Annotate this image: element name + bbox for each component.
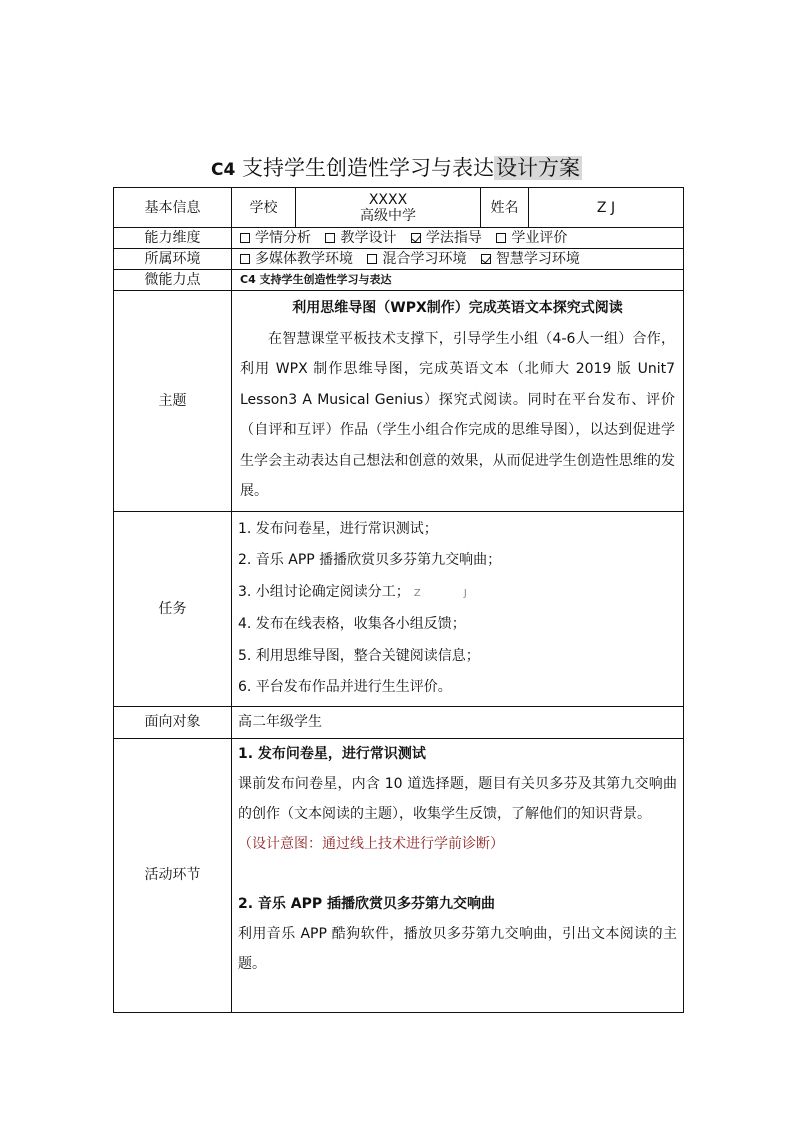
checkbox-ability-1[interactable] xyxy=(240,233,250,243)
checkbox-env-3[interactable] xyxy=(481,254,491,264)
ability-option-3: 学法指导 xyxy=(425,230,482,246)
ability-label: 能力维度 xyxy=(114,228,232,249)
tasks-row xyxy=(114,511,684,706)
tasks-list xyxy=(232,511,684,706)
environment-row xyxy=(114,249,684,270)
step1-note: （设计意图：通过线上技术进行学前诊断） xyxy=(238,835,504,852)
basic-info-row xyxy=(114,188,684,228)
checkbox-ability-4[interactable] xyxy=(496,233,506,243)
environment-options xyxy=(232,249,684,270)
checkbox-ability-3[interactable] xyxy=(411,233,421,243)
task-item-3-note: Z J xyxy=(413,587,487,599)
topic-content xyxy=(232,291,684,512)
environment-option-1: 多媒体教学环境 xyxy=(255,251,353,267)
topic-row xyxy=(114,291,684,512)
name-value: Z J xyxy=(529,188,684,228)
topic-label: 主题 xyxy=(114,291,232,512)
audience-row xyxy=(114,706,684,738)
checkbox-env-2[interactable] xyxy=(367,254,377,264)
document-title xyxy=(0,152,793,186)
ability-option-1: 学情分析 xyxy=(255,230,311,246)
audience-label: 面向对象 xyxy=(114,706,232,738)
tasks-label: 任务 xyxy=(114,511,232,706)
task-item-1: 1. 发布问卷星，进行常识测试； xyxy=(238,520,438,537)
task-item-3: 3. 小组讨论确定阅读分工； xyxy=(238,583,410,600)
title-highlight: 设计方案 xyxy=(496,156,580,180)
activities-content xyxy=(232,738,684,1012)
school-value-line1: XXXX xyxy=(368,191,408,208)
environment-option-3: 智慧学习环境 xyxy=(495,251,580,267)
environment-label: 所属环境 xyxy=(114,249,232,270)
ability-row xyxy=(114,228,684,249)
school-value xyxy=(296,188,481,228)
step1-title: 1. 发布问卷星，进行常识测试 xyxy=(238,745,426,762)
checkbox-env-1[interactable] xyxy=(240,254,250,264)
ability-option-2: 教学设计 xyxy=(340,230,397,246)
title-code: C4 xyxy=(211,160,236,180)
basic-info-label: 基本信息 xyxy=(114,188,232,228)
ability-option-4: 学业评价 xyxy=(511,230,568,246)
task-item-2: 2. 音乐 APP 播播欣赏贝多芬第九交响曲； xyxy=(238,552,502,568)
topic-heading: 利用思维导图（WPX制作）完成英语文本探究式阅读 xyxy=(292,300,623,316)
audience-value: 高二年级学生 xyxy=(232,706,684,738)
topic-paragraph: 在智慧课堂平板技术支撑下，引导学生小组（4-6人一组）合作，利用 WPX 制作思维导图，完成英语文本（北师大 2019 版 Unit7 Lesson3 A Musical Genius）探究式阅读。同时在平台发布、评价（自评和互评）作品（学生小组合作完成的思维导图），以达到促进学生学会主动表达自己想法和创意的效果，从而促进学生创造性思维的发展。 xyxy=(240,330,675,499)
design-table xyxy=(113,187,684,1013)
micro-row xyxy=(114,270,684,291)
environment-option-2: 混合学习环境 xyxy=(382,251,467,267)
title-main: 支持学生创造性学习与表达 xyxy=(242,156,494,180)
task-item-3-row xyxy=(238,577,677,610)
step2-title: 2. 音乐 APP 插播欣赏贝多芬第九交响曲 xyxy=(238,895,496,912)
school-value-line2: 高级中学 xyxy=(360,207,416,224)
micro-label: 微能力点 xyxy=(114,270,232,291)
task-item-5: 5. 利用思维导图，整合关键阅读信息； xyxy=(238,647,480,664)
step2-text: 利用音乐 APP 酷狗软件，播放贝多芬第九交响曲，引出文本阅读的主题。 xyxy=(238,925,677,972)
activities-label: 活动环节 xyxy=(114,738,232,1012)
step1-text: 课前发布问卷星，内含 10 道选择题，题目有关贝多芬及其第九交响曲的创作（文本阅读的主题），收集学生反馈，了解他们的知识背景。 xyxy=(238,775,677,822)
name-label: 姓名 xyxy=(481,188,529,228)
checkbox-ability-2[interactable] xyxy=(325,233,335,243)
task-item-4: 4. 发布在线表格，收集各小组反馈； xyxy=(238,616,466,632)
activities-row xyxy=(114,738,684,1012)
micro-value: C4 支持学生创造性学习与表达 xyxy=(232,270,684,291)
ability-options xyxy=(232,228,684,249)
school-label: 学校 xyxy=(232,188,296,228)
task-item-6: 6. 平台发布作品并进行生生评价。 xyxy=(238,679,452,695)
